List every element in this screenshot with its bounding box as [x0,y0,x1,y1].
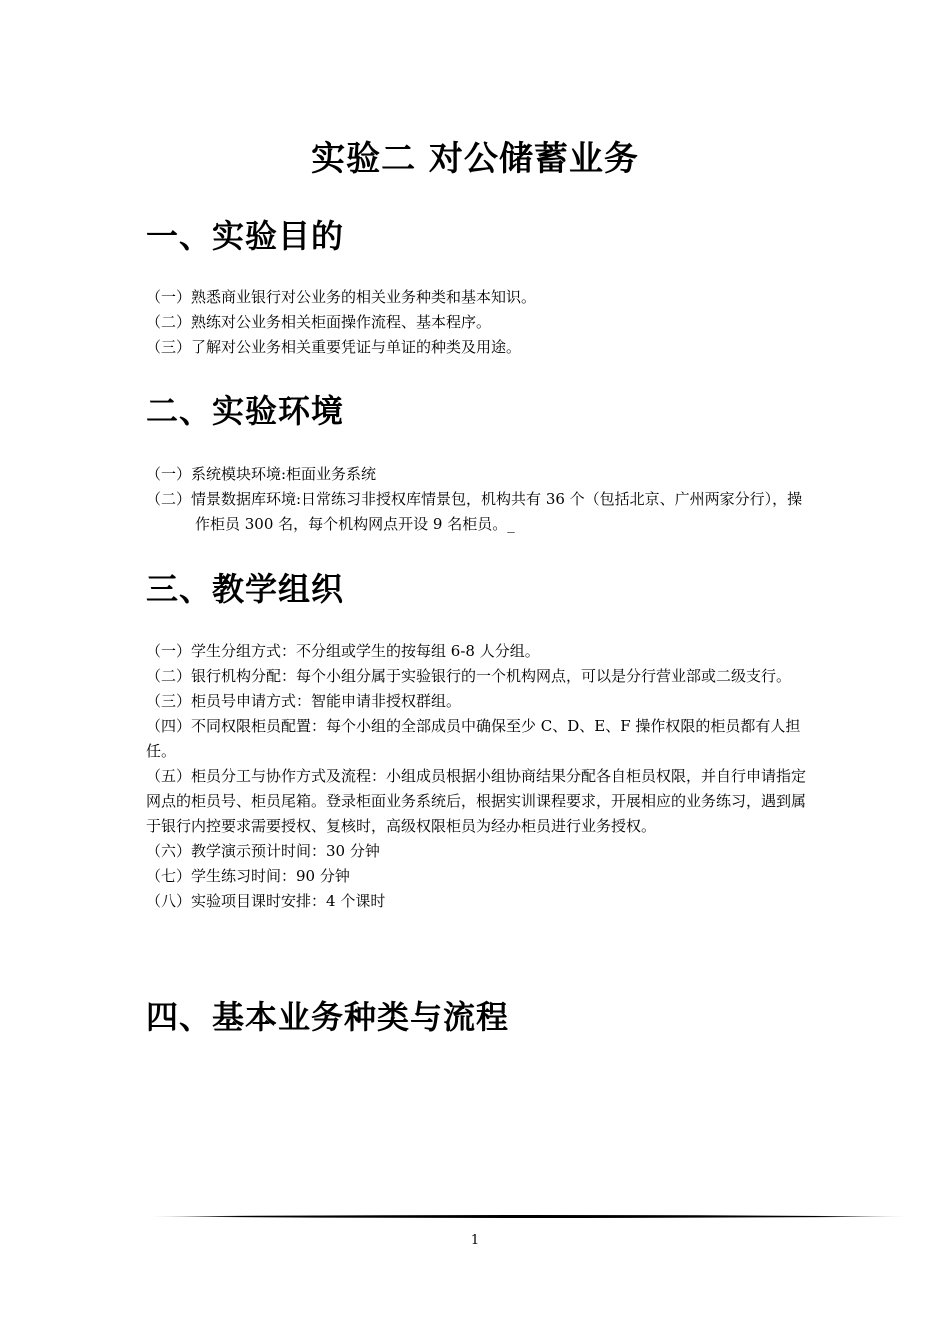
list-item: （七）学生练习时间：90 分钟 [146,867,350,885]
list-item: （五）柜员分工与协作方式及流程：小组成员根据小组协商结果分配各自柜员权限，并自行申请指定网点的柜员号、柜员尾箱。登录柜面业务系统后，根据实训课程要求，开展相应的业务练习，遇到属于银行内控要求需要授权、复核时，高级权限柜员为经办柜员进行业务授权。 [146,767,807,835]
list-item: （八）实验项目课时安排：4 个课时 [146,892,386,910]
section-heading-purpose: 一、实验目的 [146,217,345,255]
list-item: （一）系统模块环境:柜面业务系统 [146,465,377,483]
document-title: 实验二 对公储蓄业务 [311,139,639,179]
list-item: （一）熟悉商业银行对公业务的相关业务种类和基本知识。 [146,288,537,306]
list-item: （二）熟练对公业务相关柜面操作流程、基本程序。 [146,313,492,331]
section-heading-business-types: 四、基本业务种类与流程 [146,998,510,1036]
list-item: （二）银行机构分配：每个小组分属于实验银行的一个机构网点，可以是分行营业部或二级支行。 [146,667,792,685]
list-item: （三）了解对公业务相关重要凭证与单证的种类及用途。 [146,338,522,356]
footer-divider [150,1214,906,1219]
list-item: （一）学生分组方式：不分组或学生的按每组 6-8 人分组。 [146,642,540,660]
list-item: （六）教学演示预计时间：30 分钟 [146,842,380,860]
list-item: （三）柜员号申请方式：智能申请非授权群组。 [146,692,462,710]
section-heading-environment: 二、实验环境 [146,392,345,430]
purpose-list [146,285,811,360]
page-number: 1 [470,1233,480,1248]
section-heading-organization: 三、教学组织 [146,570,345,608]
environment-list [146,462,811,537]
list-item: （二）情景数据库环境:日常练习非授权库情景包，机构共有 36 个（包括北京、广州两家分行），操作柜员 300 名，每个机构网点开设 9 名柜员。_ [146,490,803,533]
list-item: （四）不同权限柜员配置：每个小组的全部成员中确保至少 C、D、E、F 操作权限的柜员都有人担任。 [146,717,801,760]
organization-list [146,639,811,914]
